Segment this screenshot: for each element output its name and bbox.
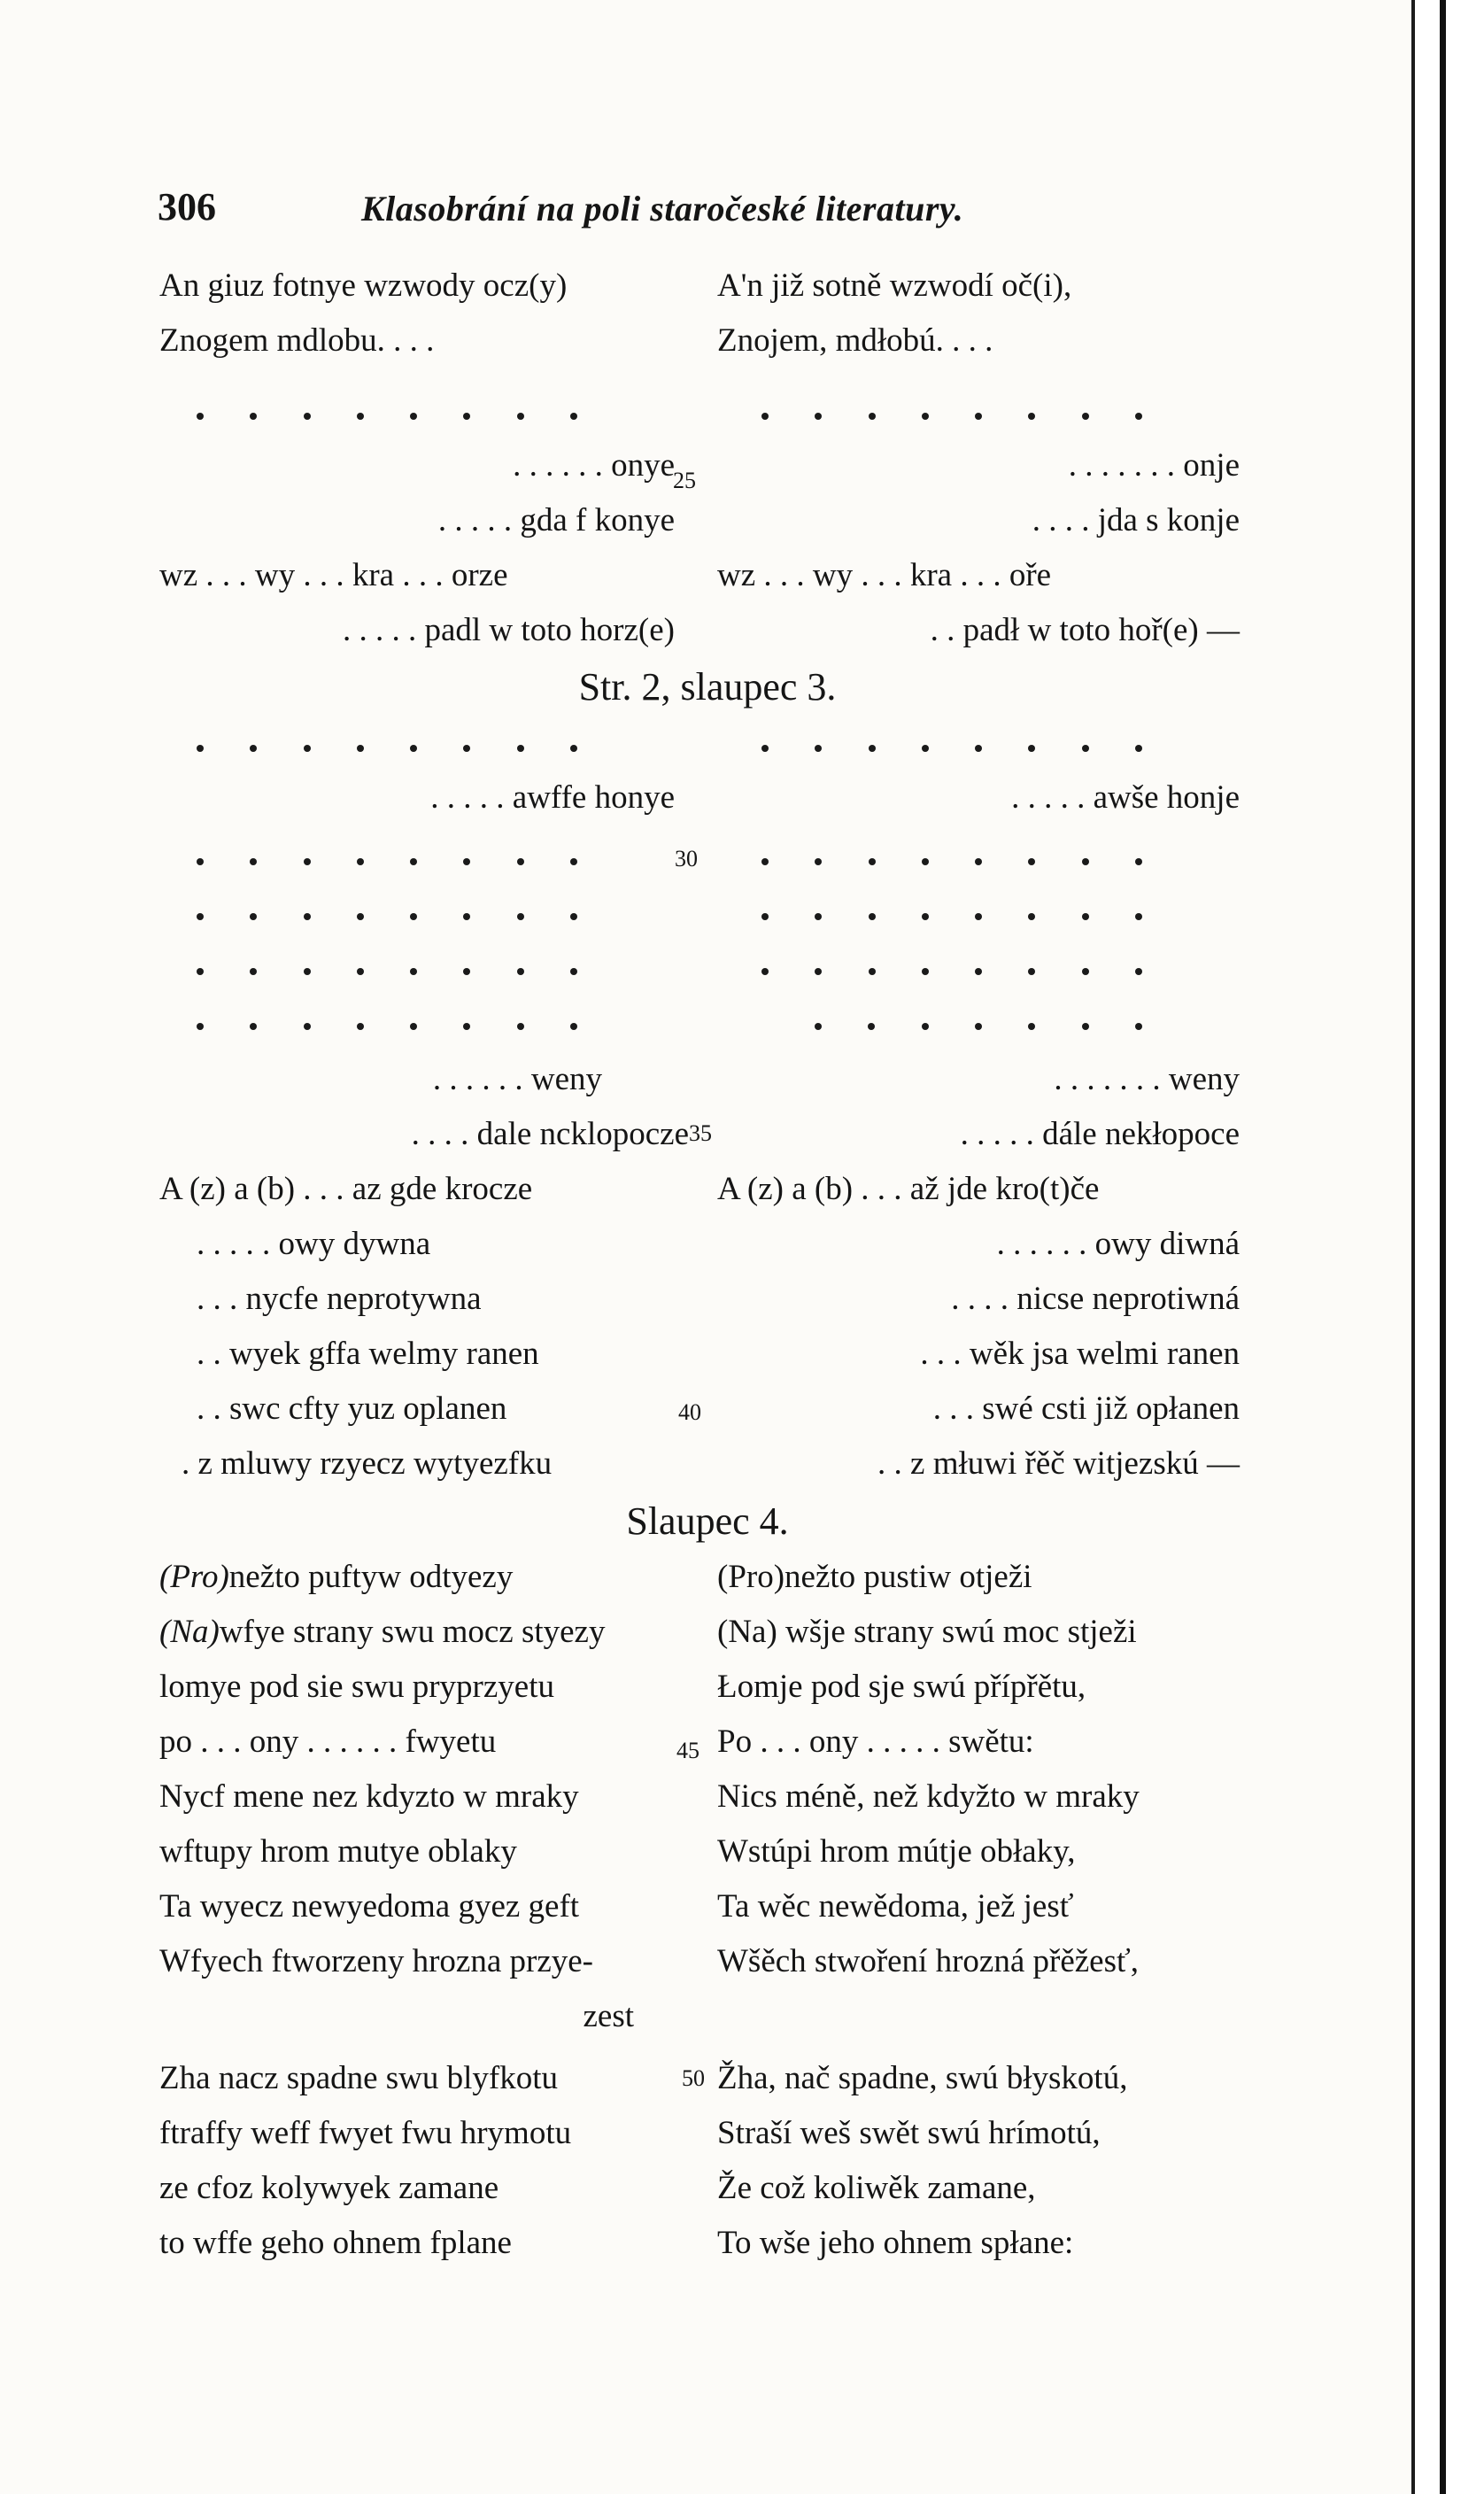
trans-line: Nics méně, než kdyžto w mraky bbox=[717, 1778, 1140, 1815]
orig-line: . . . . dale ncklopocze bbox=[411, 1116, 689, 1152]
trans-line: . . . . . . owy diwná bbox=[996, 1226, 1240, 1262]
orig-line: . z mluwy rzyecz wytyezfku bbox=[182, 1445, 553, 1482]
orig-line: ftraffy weff fwyet fwu hrymotu bbox=[159, 2115, 572, 2151]
orig-line: . . . . . padl w toto horz(e) bbox=[342, 612, 675, 648]
trans-line: wz . . . wy . . . kra . . . oře bbox=[717, 557, 1052, 593]
omission-dots bbox=[761, 958, 1142, 985]
trans-line: Łomje pod sje swú přípřětu, bbox=[717, 1669, 1086, 1705]
trans-line: . . . . . awše honje bbox=[1011, 779, 1240, 816]
trans-line: . . z młuwi řěč witjezskú — bbox=[877, 1445, 1240, 1482]
trans-line: Wstúpi hrom mútje obłaky, bbox=[717, 1833, 1076, 1870]
omission-dots bbox=[197, 958, 577, 985]
orig-line: Znogem mdlobu. . . . bbox=[159, 322, 435, 359]
orig-line: to wffe geho ohnem fplane bbox=[159, 2225, 512, 2261]
running-title: Klasobrání na poli staročeské literatury. bbox=[361, 189, 964, 228]
trans-line: . . . . nicse neprotiwná bbox=[951, 1281, 1240, 1317]
omission-dots bbox=[761, 903, 1142, 930]
page-number: 306 bbox=[158, 185, 216, 228]
section-heading: Str. 2, slaupec 3. bbox=[578, 665, 837, 709]
orig-line: . . swc cfty yuz oplanen bbox=[197, 1390, 507, 1427]
reconstructed-prefix: (Pro) bbox=[159, 1559, 229, 1595]
trans-line: Ta wěc newědoma, jež jesť bbox=[717, 1888, 1074, 1925]
orig-line bbox=[159, 1550, 682, 1605]
orig-line bbox=[159, 1605, 682, 1660]
orig-line: wftupy hrom mutye oblaky bbox=[159, 1833, 517, 1870]
trans-line: (Pro)nežto pustiw otježi bbox=[717, 1559, 1032, 1595]
trans-line: (Na) wšje strany swú moc stježi bbox=[717, 1614, 1137, 1650]
orig-line: zest bbox=[583, 1998, 634, 2034]
omission-dots bbox=[197, 1013, 577, 1040]
orig-line: . . . . . . onye bbox=[513, 447, 675, 484]
trans-line: Žha, nač spadne, swú błyskotú, bbox=[717, 2060, 1128, 2096]
orig-line: po . . . ony . . . . . . fwyetu bbox=[159, 1723, 497, 1760]
line-number: 35 bbox=[689, 1120, 712, 1146]
omission-dots bbox=[761, 735, 1142, 762]
trans-line: Wšěch stwoření hrozná přěžesť, bbox=[717, 1943, 1140, 1979]
trans-line: . . . . . dále nekłopoce bbox=[960, 1116, 1240, 1152]
orig-line: Wfyech ftworzeny hrozna przye- bbox=[159, 1943, 593, 1979]
line-number: 25 bbox=[673, 468, 696, 493]
trans-line: Straší weš swět swú hrímotú, bbox=[717, 2115, 1101, 2151]
line-number: 50 bbox=[682, 2065, 705, 2091]
orig-line: . . wyek gffa welmy ranen bbox=[197, 1336, 539, 1372]
trans-line: Po . . . ony . . . . . swětu: bbox=[717, 1723, 1034, 1760]
orig-text: nežto puftyw odtyezy bbox=[228, 1559, 514, 1595]
trans-line: . . . . . . . weny bbox=[1054, 1061, 1240, 1097]
trans-line: Že což koliwěk zamane, bbox=[717, 2170, 1036, 2206]
line-number: 30 bbox=[675, 846, 698, 871]
section-heading: Slaupec 4. bbox=[626, 1499, 789, 1543]
trans-line: . . . . jda s konje bbox=[1032, 502, 1240, 538]
omission-dots bbox=[815, 1013, 1142, 1040]
reconstructed-prefix: (Na) bbox=[159, 1614, 220, 1650]
trans-line: . . . swé csti již opłanen bbox=[932, 1390, 1240, 1427]
orig-line: . . . nycfe neprotywna bbox=[197, 1281, 482, 1317]
omission-dots bbox=[197, 848, 577, 875]
trans-line: . . . . . . . onje bbox=[1068, 447, 1240, 484]
omission-dots bbox=[197, 735, 577, 762]
page-margin bbox=[1415, 0, 1484, 2494]
orig-line: Nycf mene nez kdyzto w mraky bbox=[159, 1778, 579, 1815]
orig-line: An giuz fotnye wzwody ocz(y) bbox=[159, 267, 568, 304]
trans-line: A (z) a (b) . . . až jde kro(t)če bbox=[717, 1171, 1100, 1207]
trans-line: . . padł w toto hoř(e) — bbox=[930, 612, 1240, 648]
omission-dots bbox=[761, 848, 1142, 875]
orig-line: lomye pod sie swu pryprzyetu bbox=[159, 1669, 554, 1705]
orig-line: . . . . . gda f konye bbox=[437, 502, 675, 538]
orig-line: Zha nacz spadne swu blyfkotu bbox=[159, 2060, 559, 2096]
trans-line: . . . wěk jsa welmi ranen bbox=[920, 1336, 1240, 1372]
orig-text: wfye strany swu mocz styezy bbox=[219, 1614, 606, 1650]
line-number: 40 bbox=[678, 1399, 701, 1425]
trans-line: Znojem, mdłobú. . . . bbox=[717, 322, 993, 359]
orig-line: . . . . . awffe honye bbox=[430, 779, 675, 816]
orig-line: Ta wyecz newyedoma gyez geft bbox=[159, 1888, 580, 1925]
orig-line: . . . . . owy dywna bbox=[197, 1226, 431, 1262]
trans-line: A'n již sotně wzwodí oč(i), bbox=[717, 267, 1072, 304]
line-number: 45 bbox=[676, 1738, 699, 1763]
omission-dots bbox=[197, 903, 577, 930]
orig-line: A (z) a (b) . . . az gde krocze bbox=[159, 1171, 533, 1207]
orig-line: wz . . . wy . . . kra . . . orze bbox=[159, 557, 508, 593]
trans-line: To wše jeho ohnem spłane: bbox=[717, 2225, 1074, 2261]
omission-dots bbox=[761, 403, 1142, 430]
orig-line: . . . . . . weny bbox=[432, 1061, 602, 1097]
orig-line: ze cfoz kolywyek zamane bbox=[159, 2170, 499, 2206]
omission-dots bbox=[197, 403, 577, 430]
page-edge-shadow bbox=[1440, 0, 1446, 2494]
